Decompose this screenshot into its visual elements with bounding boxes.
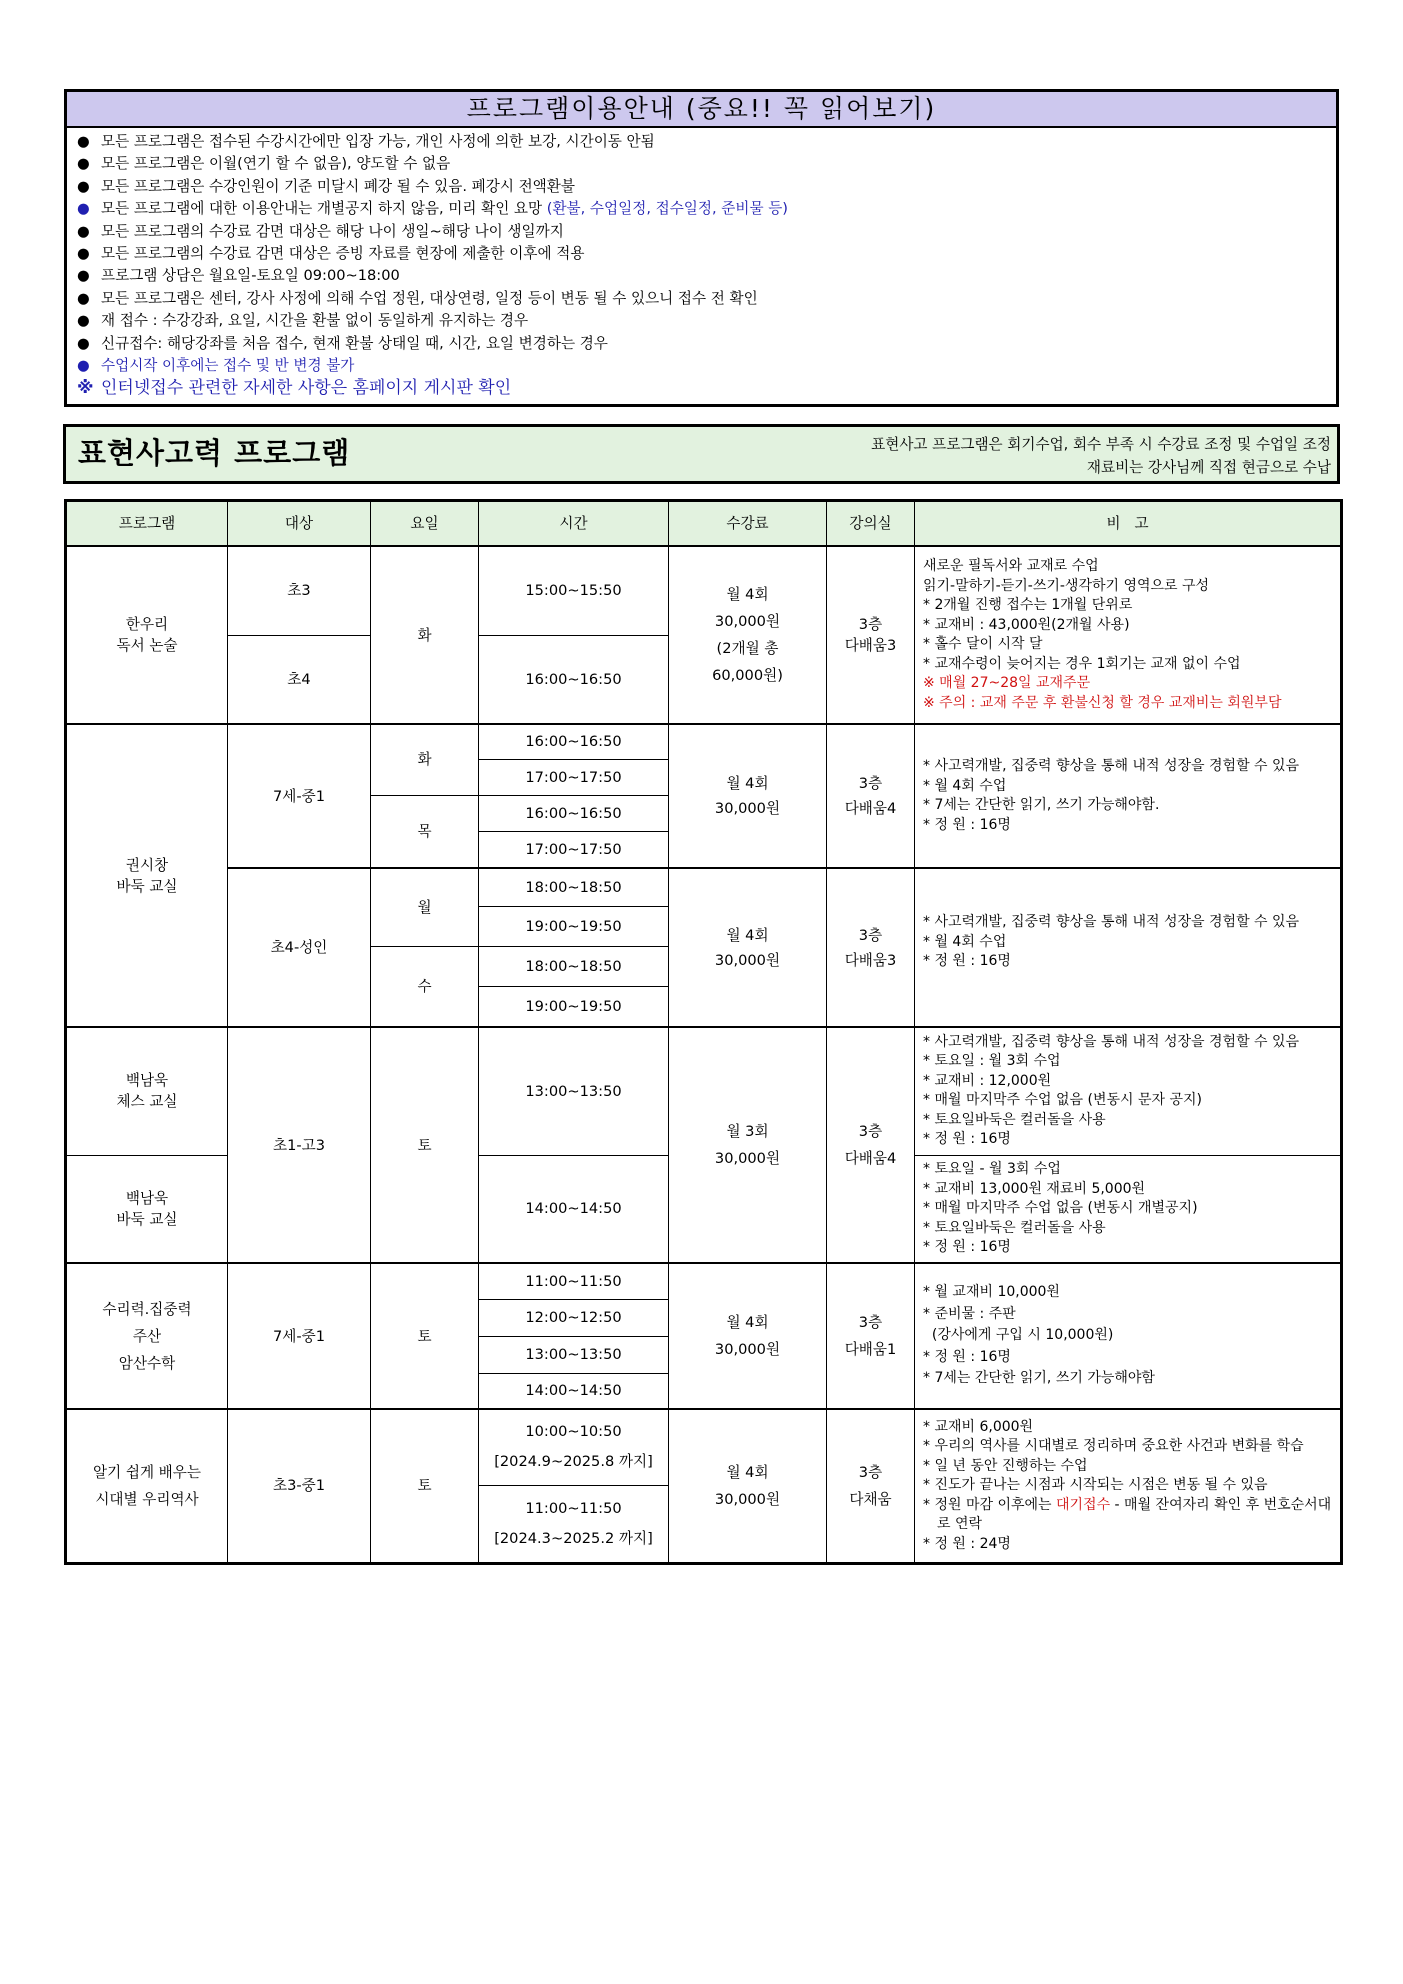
remark-cell: * 사고력개발, 집중력 향상을 통해 내적 성장을 경험할 수 있음 * 월 4회 수업 * 7세는 간단한 읽기, 쓰기 가능해야함. * 정 원 : 16명: [915, 724, 1342, 868]
time-cell: 13:00~13:50: [479, 1027, 669, 1155]
fee-cell: 월 3회 30,000원: [669, 1027, 827, 1263]
room-cell: 3층 다배움3: [827, 546, 915, 724]
notice-box: [64, 89, 1339, 407]
table-row: [66, 1027, 1342, 1155]
time-cell: 16:00~16:50: [479, 795, 669, 831]
table-row: [66, 546, 1342, 635]
notice-item: ● 모든 프로그램의 수강료 감면 대상은 증빙 자료를 현장에 제출한 이후에 적용: [77, 245, 585, 263]
notice-item: ● 모든 프로그램은 수강인원이 기준 미달시 폐강 될 수 있음. 폐강시 전액환불: [77, 177, 575, 195]
notice-item: ※ 인터넷접수 관련한 자세한 사항은 홈페이지 게시판 확인: [77, 378, 512, 399]
target-cell: 초3-중1: [228, 1409, 371, 1563]
time-cell: 19:00~19:50: [479, 906, 669, 946]
remark-cell: 새로운 필독서와 교재로 수업 읽기-말하기-듣기-쓰기-생각하기 영역으로 구성 * 2개월 진행 접수는 1개월 단위로 * 교재비 : 43,000원(2개월 사용) * 홀수 달이 시작 달 * 교재수령이 늦어지는 경우 1회기는 교재 없이 수업 ※ 매월 27~28일 교재주문 ※ 주의 : 교재 주문 후 환불신청 할 경우 교재비는 회원부담: [915, 546, 1342, 724]
notice-item: ● 재 접수 : 수강강좌, 요일, 시간을 환불 없이 동일하게 유지하는 경우: [77, 312, 529, 330]
program-table: [64, 499, 1343, 1565]
program-title: 표현사고력 프로그램: [78, 436, 351, 470]
remark-cell: * 사고력개발, 집중력 향상을 통해 내적 성장을 경험할 수 있음 * 토요일 : 월 3회 수업 * 교재비 : 12,000원 * 매월 마지막주 수업 없음 (변동시 문자 공지) * 토요일바둑은 컬러돌을 사용 * 정 원 : 16명: [915, 1027, 1342, 1155]
program-name: 수리력.집중력 주산 암산수학: [66, 1263, 228, 1409]
time-cell: 14:00~14:50: [479, 1373, 669, 1409]
room-cell: 3층 다배움4: [827, 724, 915, 868]
fee-cell: 월 4회 30,000원: [669, 724, 827, 868]
program-note: [871, 433, 1331, 479]
notice-title: 프로그램이용안내 (중요!! 꼭 읽어보기): [67, 92, 1336, 128]
fee-cell: 월 4회 30,000원 (2개월 총 60,000원): [669, 546, 827, 724]
time-cell: 11:00~11:50: [479, 1263, 669, 1299]
target-cell: 초1-고3: [228, 1027, 371, 1263]
fee-cell: 월 4회 30,000원: [669, 1263, 827, 1409]
header-target: 대상: [228, 501, 371, 547]
header-time: 시간: [479, 501, 669, 547]
time-cell: 12:00~12:50: [479, 1299, 669, 1336]
day-cell: 목: [371, 795, 479, 868]
remark-cell: * 교재비 6,000원 * 우리의 역사를 시대별로 정리하며 중요한 사건과 변화를 학습 * 일 년 동안 진행하는 수업 * 진도가 끝나는 시점과 시작되는 시점은 변동 될 수 있음 * 정원 마감 이후에는 대기접수 - 매월 잔여자리 확인 후 번호순서대로 연락 * 정 원 : 24명: [915, 1409, 1342, 1563]
target-cell: 7세-중1: [228, 1263, 371, 1409]
day-cell: 화: [371, 724, 479, 795]
time-cell: 16:00~16:50: [479, 724, 669, 759]
day-cell: 토: [371, 1409, 479, 1563]
day-cell: 토: [371, 1263, 479, 1409]
room-cell: 3층 다배움1: [827, 1263, 915, 1409]
table-row: [66, 1263, 1342, 1299]
program-name: 한우리 독서 논술: [66, 546, 228, 724]
time-cell: 18:00~18:50: [479, 946, 669, 986]
time-cell: 16:00~16:50: [479, 635, 669, 724]
header-day: 요일: [371, 501, 479, 547]
fee-cell: 월 4회 30,000원: [669, 1409, 827, 1563]
target-cell: 초3: [228, 546, 371, 635]
header-program: 프로그램: [66, 501, 228, 547]
room-cell: 3층 다배움4: [827, 1027, 915, 1263]
time-cell: 14:00~14:50: [479, 1155, 669, 1263]
room-cell: 3층 다배움3: [827, 868, 915, 1027]
program-name: 백남욱 체스 교실: [66, 1027, 228, 1155]
program-header: [63, 424, 1340, 484]
notice-item: ● 모든 프로그램은 이월(연기 할 수 없음), 양도할 수 없음: [77, 155, 451, 173]
notice-item: ● 모든 프로그램의 수강료 감면 대상은 해당 나이 생일~해당 나이 생일까지: [77, 222, 564, 240]
remark-cell: * 토요일 - 월 3회 수업 * 교재비 13,000원 재료비 5,000원 * 매월 마지막주 수업 없음 (변동시 개별공지) * 토요일바둑은 컬러돌을 사용 * 정 원 : 16명: [915, 1155, 1342, 1263]
table-row: [66, 868, 1342, 906]
time-cell: 19:00~19:50: [479, 986, 669, 1027]
notice-item: ● 신규접수: 해당강좌를 처음 접수, 현재 환불 상태일 때, 시간, 요일 변경하는 경우: [77, 334, 608, 352]
target-cell: 7세-중1: [228, 724, 371, 868]
remark-cell: * 사고력개발, 집중력 향상을 통해 내적 성장을 경험할 수 있음 * 월 4회 수업 * 정 원 : 16명: [915, 868, 1342, 1027]
program-name: 알기 쉽게 배우는 시대별 우리역사: [66, 1409, 228, 1563]
fee-cell: 월 4회 30,000원: [669, 868, 827, 1027]
program-name: 백남욱 바둑 교실: [66, 1155, 228, 1263]
time-cell: 18:00~18:50: [479, 868, 669, 906]
time-cell: 17:00~17:50: [479, 759, 669, 795]
header-room: 강의실: [827, 501, 915, 547]
time-cell: 11:00~11:50 [2024.3~2025.2 까지]: [479, 1485, 669, 1563]
remark-cell: * 월 교재비 10,000원 * 준비물 : 주판 (강사에게 구입 시 10,000원) * 정 원 : 16명 * 7세는 간단한 읽기, 쓰기 가능해야함: [915, 1263, 1342, 1409]
room-cell: 3층 다채움: [827, 1409, 915, 1563]
time-cell: 17:00~17:50: [479, 831, 669, 868]
header-fee: 수강료: [669, 501, 827, 547]
program-note-line: 재료비는 강사님께 직접 현금으로 수납: [1086, 459, 1331, 476]
time-cell: 13:00~13:50: [479, 1336, 669, 1373]
table-row: [66, 1409, 1342, 1485]
day-cell: 화: [371, 546, 479, 724]
table-header-row: [66, 501, 1342, 547]
notice-item: ● 수업시작 이후에는 접수 및 반 변경 불가: [77, 357, 355, 375]
notice-item: ● 프로그램 상담은 월요일-토요일 09:00~18:00: [77, 267, 400, 285]
day-cell: 월: [371, 868, 479, 946]
program-note-line: 표현사고 프로그램은 회기수업, 회수 부족 시 수강료 조정 및 수업일 조정: [871, 436, 1331, 453]
day-cell: 수: [371, 946, 479, 1027]
notice-item: ● 모든 프로그램에 대한 이용안내는 개별공지 하지 않음, 미리 확인 요망 (환불, 수업일정, 접수일정, 준비물 등): [77, 200, 788, 218]
table-row: [66, 724, 1342, 759]
notice-list: [67, 128, 1336, 404]
notice-item: ● 모든 프로그램은 센터, 강사 사정에 의해 수업 정원, 대상연령, 일정 등이 변동 될 수 있으니 접수 전 확인: [77, 289, 758, 307]
time-cell: 10:00~10:50 [2024.9~2025.8 까지]: [479, 1409, 669, 1485]
target-cell: 초4-성인: [228, 868, 371, 1027]
program-name: 권시창 바둑 교실: [66, 724, 228, 1027]
day-cell: 토: [371, 1027, 479, 1263]
notice-item: ● 모든 프로그램은 접수된 수강시간에만 입장 가능, 개인 사정에 의한 보강, 시간이동 안됨: [77, 133, 655, 150]
header-remark: 비 고: [915, 501, 1342, 547]
time-cell: 15:00~15:50: [479, 546, 669, 635]
target-cell: 초4: [228, 635, 371, 724]
